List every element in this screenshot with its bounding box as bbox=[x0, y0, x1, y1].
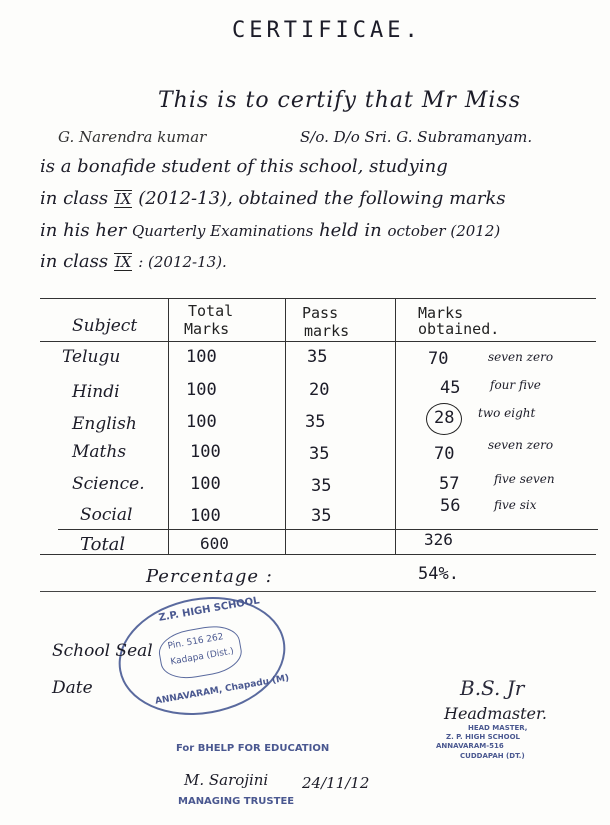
school-seal-label: School Seal bbox=[52, 641, 153, 661]
row-total: 100 bbox=[186, 380, 217, 400]
row-pass: 35 bbox=[305, 412, 326, 432]
row-pass: 20 bbox=[309, 380, 330, 400]
total-marks: 600 bbox=[200, 534, 229, 553]
trustee-label: MANAGING TRUSTEE bbox=[178, 796, 295, 807]
row-obtained: 70 bbox=[434, 444, 455, 464]
table-total-rule bbox=[58, 529, 598, 530]
certificate-title: CERTIFICAE. bbox=[232, 18, 422, 43]
hm-stamp-line: ANNAVARAM-516 bbox=[436, 742, 504, 750]
headmaster-label: Headmaster. bbox=[444, 704, 547, 723]
class-line-post: (2012-13), obtained the following marks bbox=[138, 188, 506, 209]
col-divider-1 bbox=[168, 298, 169, 554]
certify-line: This is to certify that Mr Miss bbox=[158, 88, 521, 113]
total-label: Total bbox=[80, 534, 126, 555]
header-total-2: Marks bbox=[184, 320, 230, 338]
row-obtained-words: five six bbox=[494, 498, 537, 512]
row-total: 100 bbox=[190, 506, 221, 526]
row-total: 100 bbox=[186, 347, 217, 367]
hm-stamp-line: HEAD MASTER, bbox=[468, 724, 528, 732]
col-divider-2 bbox=[285, 298, 286, 554]
exam-name: Quarterly Examinations bbox=[131, 222, 314, 240]
row-obtained: 45 bbox=[440, 378, 461, 398]
trustee-name: M. Sarojini bbox=[184, 771, 269, 789]
date-label: Date bbox=[52, 678, 93, 698]
row-obtained: 28 bbox=[434, 408, 455, 428]
exam-line-pre: in his her bbox=[40, 220, 127, 241]
row-obtained: 56 bbox=[440, 496, 461, 516]
row-obtained-words: five seven bbox=[494, 472, 555, 486]
row-pass: 35 bbox=[307, 347, 328, 367]
parent-name: S/o. D/o Sri. G. Subramanyam. bbox=[300, 128, 533, 146]
header-total-1: Total bbox=[188, 302, 234, 320]
percentage-value: 54%. bbox=[418, 564, 459, 584]
row-pass: 35 bbox=[309, 444, 330, 464]
row-subject: Telugu bbox=[62, 347, 121, 367]
bonafide-line: is a bonafide student of this school, studying bbox=[40, 156, 448, 177]
class-numeral: IX bbox=[114, 190, 132, 208]
row-subject: Maths bbox=[72, 442, 127, 462]
percentage-rule bbox=[40, 591, 596, 592]
hm-stamp-line: Z. P. HIGH SCHOOL bbox=[446, 733, 521, 741]
row-obtained: 70 bbox=[428, 349, 449, 369]
seal-bottom-text: ANNAVARAM, Chapadu (M) bbox=[154, 673, 290, 707]
seal-top-text: Z.P. HIGH SCHOOL bbox=[157, 595, 261, 624]
row-total: 100 bbox=[190, 442, 221, 462]
row-obtained: 57 bbox=[439, 474, 460, 494]
exam-month: october (2012) bbox=[387, 222, 501, 240]
row-subject: Science. bbox=[72, 474, 145, 494]
percentage-label: Percentage : bbox=[146, 566, 273, 587]
header-obtained-1: Marks bbox=[418, 304, 464, 322]
header-obtained-2: obtained. bbox=[418, 320, 500, 338]
col-divider-3 bbox=[395, 298, 396, 554]
row-total: 100 bbox=[190, 474, 221, 494]
class-repeat-line bbox=[40, 251, 227, 272]
row-obtained-words: two eight bbox=[478, 406, 536, 420]
trust-line: For BHELP FOR EDUCATION bbox=[176, 743, 330, 754]
row-pass: 35 bbox=[311, 506, 332, 526]
hm-stamp-line: CUDDAPAH (DT.) bbox=[460, 752, 525, 760]
table-header-rule bbox=[40, 341, 596, 342]
header-subject: Subject bbox=[72, 316, 138, 336]
header-pass-1: Pass bbox=[302, 304, 339, 322]
row-obtained-words: seven zero bbox=[488, 438, 554, 452]
row-subject: English bbox=[72, 414, 137, 434]
class-repeat-pre: in class bbox=[40, 251, 109, 272]
class-repeat-post: : (2012-13). bbox=[138, 253, 227, 271]
trustee-date: 24/11/12 bbox=[302, 774, 370, 792]
row-total: 100 bbox=[186, 412, 217, 432]
class-line bbox=[40, 188, 506, 209]
class-line-pre: in class bbox=[40, 188, 109, 209]
seal-pin: Pin. 516 262 bbox=[167, 632, 225, 652]
row-obtained-words: seven zero bbox=[488, 350, 554, 364]
student-name: G. Narendra kumar bbox=[58, 128, 207, 146]
seal-place: Kadapa (Dist.) bbox=[169, 646, 235, 668]
row-obtained-words: four five bbox=[490, 378, 541, 392]
exam-line bbox=[40, 220, 500, 241]
table-top-rule bbox=[40, 298, 596, 299]
total-obtained: 326 bbox=[424, 530, 453, 549]
row-subject: Social bbox=[80, 505, 133, 525]
row-subject: Hindi bbox=[72, 382, 120, 402]
row-pass: 35 bbox=[311, 476, 332, 496]
exam-line-mid: held in bbox=[319, 220, 382, 241]
class-repeat-numeral: IX bbox=[114, 253, 132, 271]
header-pass-2: marks bbox=[304, 322, 350, 340]
headmaster-signature: B.S. Jr bbox=[460, 676, 525, 700]
